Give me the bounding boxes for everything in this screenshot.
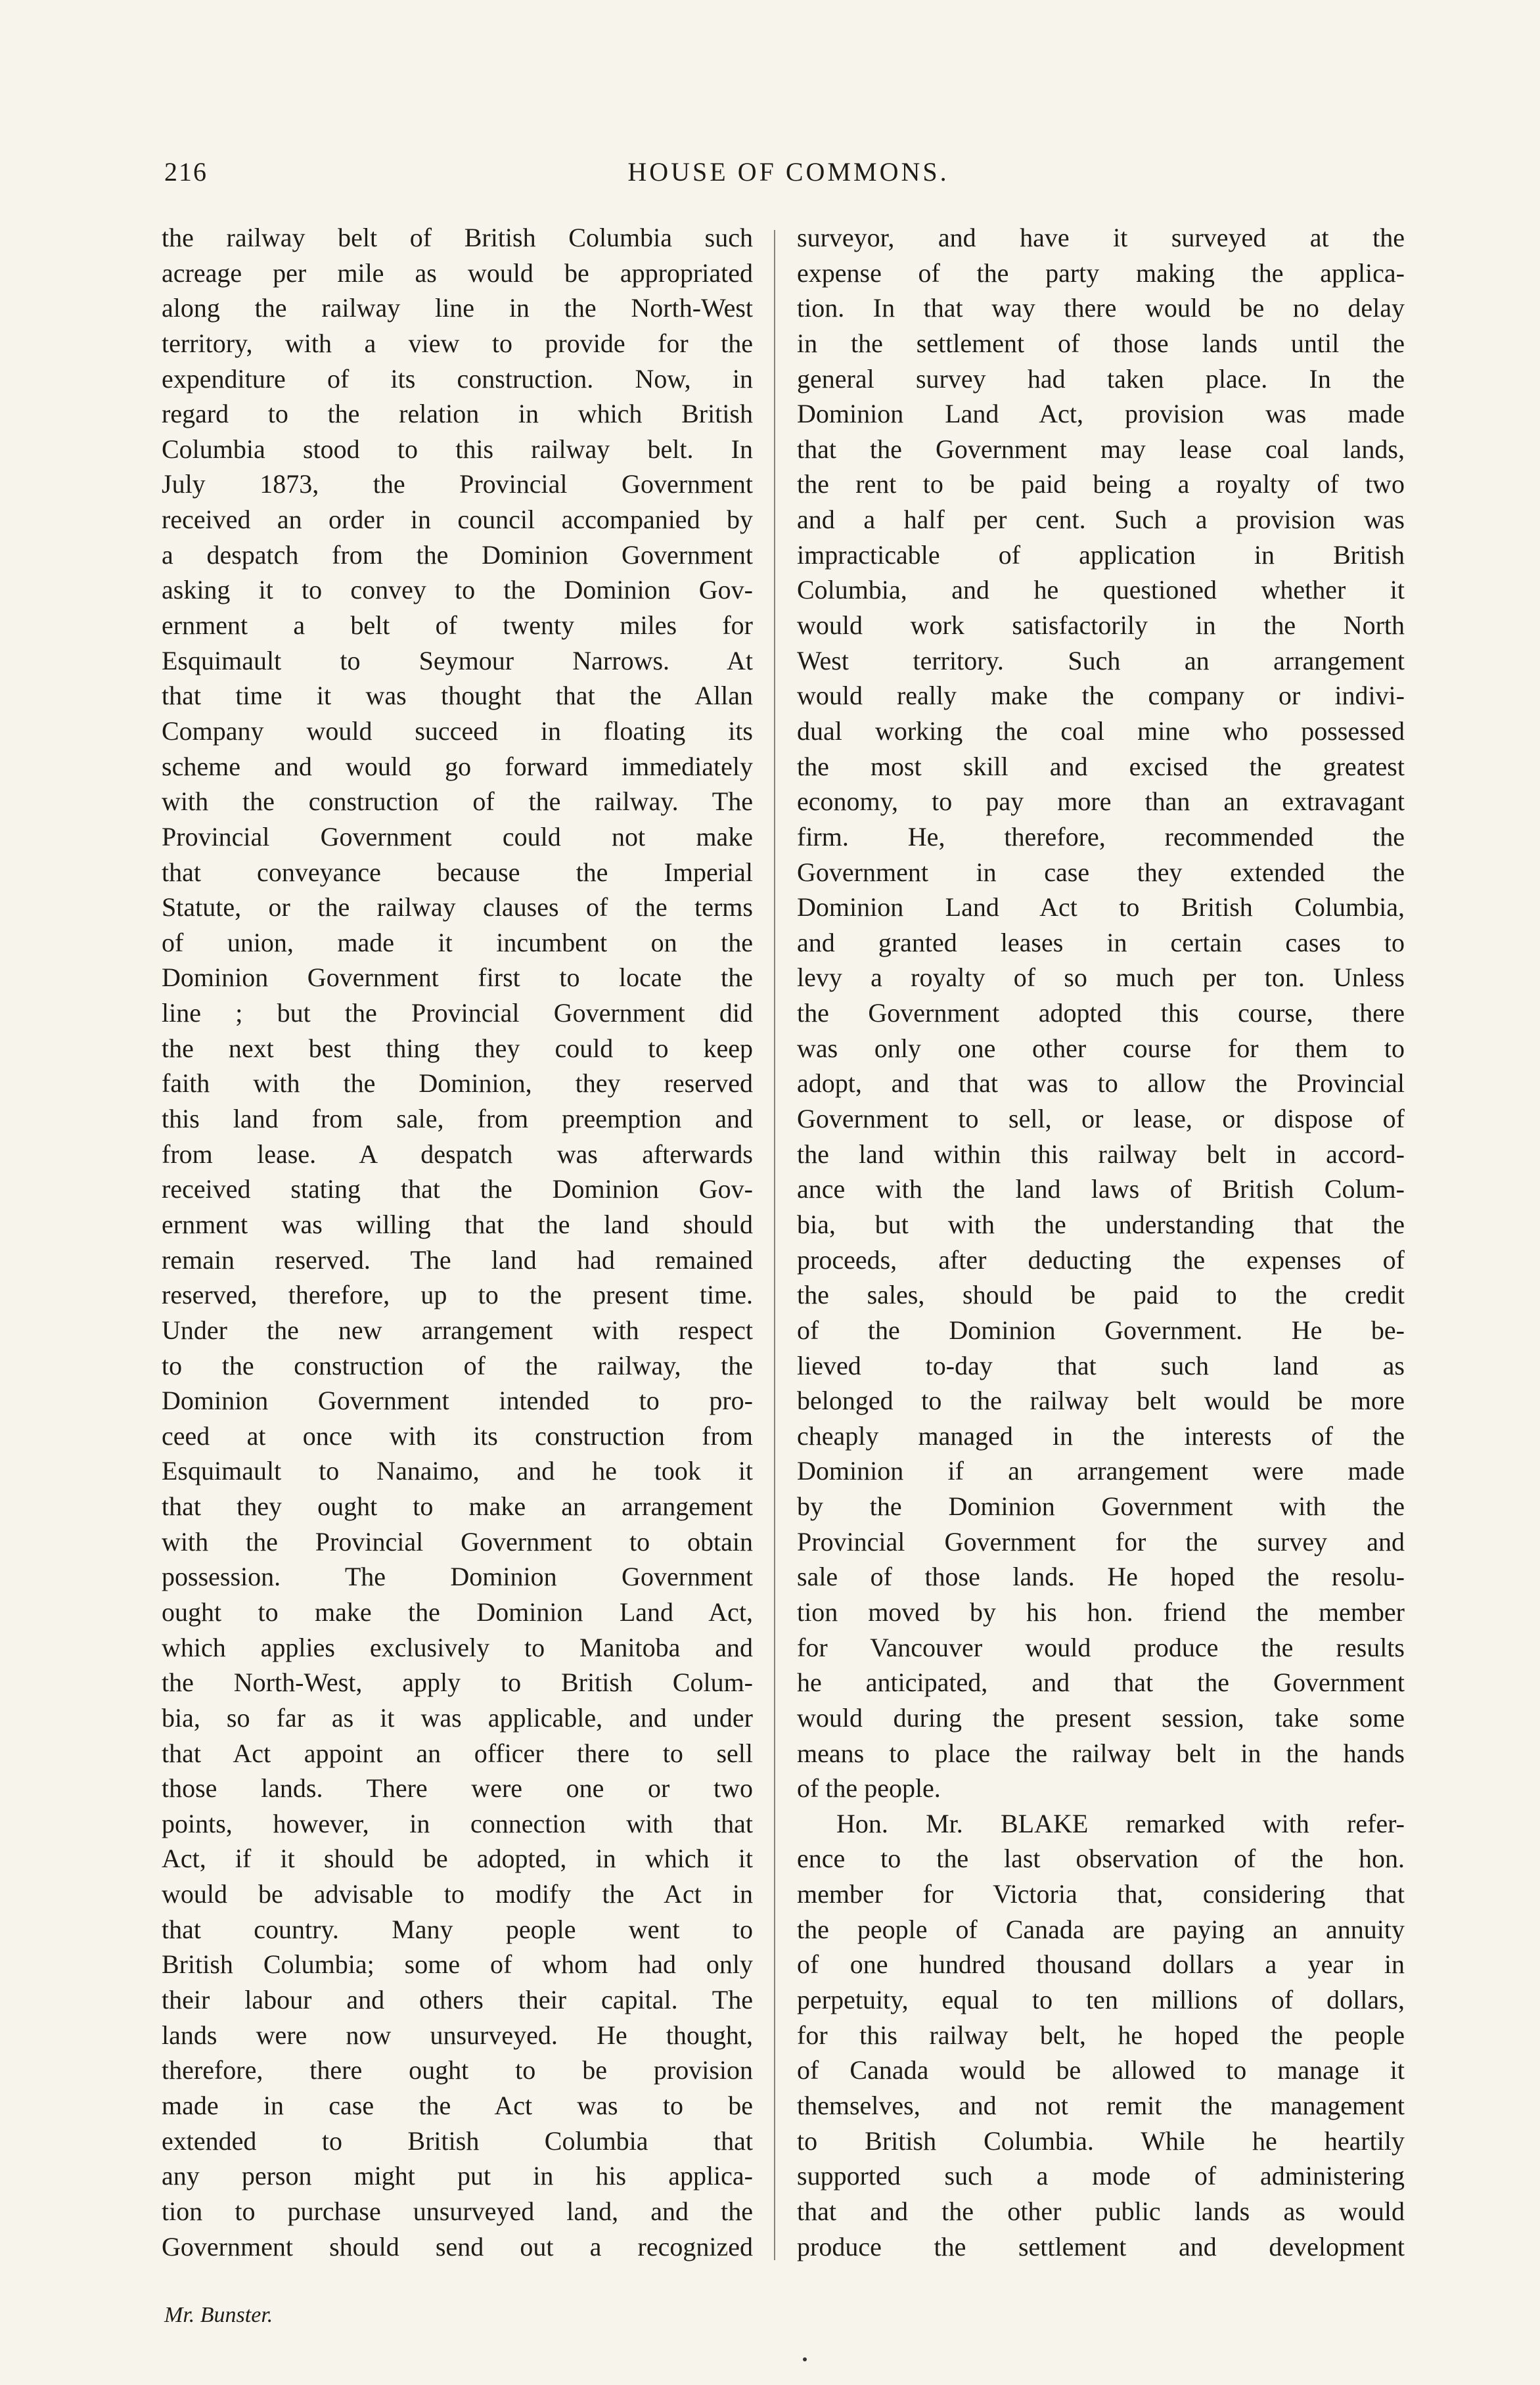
text-line: the people of Canada are paying an annuity [797, 1914, 1405, 1944]
text-line: July 1873, the Provincial Government [162, 469, 753, 499]
text-line: bia, so far as it was applicable, and under [162, 1702, 753, 1733]
text-line: to British Columbia. While he heartily [797, 2125, 1405, 2156]
text-line: that the Government may lease coal lands, [797, 434, 1405, 464]
text-line: Columbia stood to this railway belt. In [162, 434, 753, 464]
text-line: along the railway line in the North-West [162, 293, 753, 323]
text-line: any person might put in his applica- [162, 2161, 753, 2191]
page-number: 216 [164, 157, 208, 187]
text-line: with the Provincial Government to obtain [162, 1526, 753, 1556]
text-line: that and the other public lands as would [797, 2196, 1405, 2226]
text-line: a despatch from the Dominion Government [162, 539, 753, 570]
text-line: surveyor, and have it surveyed at the [797, 223, 1405, 252]
text-line: that Act appoint an officer there to sell [162, 1738, 753, 1768]
text-line: the rent to be paid being a royalty of two [797, 469, 1405, 499]
text-line: for this railway belt, he hoped the people [797, 2020, 1405, 2050]
text-line: ence to the last observation of the hon. [797, 1844, 1405, 1874]
text-line: scheme and would go forward immediately [162, 751, 753, 781]
text-line: Hon. Mr. BLAKE remarked with refer- [836, 1808, 1405, 1838]
printer-mark [803, 2357, 807, 2361]
text-line: would be advisable to modify the Act in [162, 1879, 753, 1909]
text-line: by the Dominion Government with the [797, 1491, 1405, 1522]
text-line: expense of the party making the applica- [797, 258, 1405, 288]
text-line: Esquimault to Seymour Narrows. At [162, 645, 753, 675]
text-line: he anticipated, and that the Government [797, 1668, 1405, 1698]
text-line: to the construction of the railway, the [162, 1350, 753, 1380]
text-line: ceed at once with its construction from [162, 1420, 753, 1451]
text-line: bia, but with the understanding that the [797, 1209, 1405, 1239]
page-header [164, 156, 1413, 196]
text-line: territory, with a view to provide for the [162, 328, 753, 358]
text-line: Government to sell, or lease, or dispose of [797, 1104, 1405, 1134]
text-line: expenditure of its construction. Now, in [162, 363, 753, 394]
text-line: ernment was willing that the land should [162, 1209, 753, 1239]
text-line: would really make the company or indivi- [797, 681, 1405, 711]
column-divider [774, 230, 775, 2260]
text-line: that time it was thought that the Allan [162, 681, 753, 711]
text-line: therefore, there ought to be provision [162, 2055, 753, 2085]
text-line: ernment a belt of twenty miles for [162, 610, 753, 641]
text-line: Under the new arrangement with respect [162, 1315, 753, 1345]
text-line: the Government adopted this course, there [797, 998, 1405, 1028]
text-line: Dominion Government first to locate the [162, 963, 753, 993]
text-line: Columbia, and he questioned whether it [797, 575, 1405, 605]
text-line: ance with the land laws of British Colum- [797, 1174, 1405, 1204]
text-line: extended to British Columbia that [162, 2125, 753, 2156]
text-line: asking it to convey to the Dominion Gov- [162, 575, 753, 605]
text-line: the most skill and excised the greatest [797, 751, 1405, 781]
text-line: the next best thing they could to keep [162, 1033, 753, 1063]
text-line: their labour and others their capital. The [162, 1985, 753, 2015]
text-line: Esquimault to Nanaimo, and he took it [162, 1456, 753, 1486]
text-line: means to place the railway belt in the hands [797, 1738, 1405, 1768]
text-line: supported such a mode of administering [797, 2161, 1405, 2191]
text-line: regard to the relation in which British [162, 399, 753, 429]
text-line: tion to purchase unsurveyed land, and the [162, 2196, 753, 2226]
text-line: received an order in council accompanied by [162, 505, 753, 535]
text-line: Statute, or the railway clauses of the terms [162, 892, 753, 922]
text-line: and granted leases in certain cases to [797, 927, 1405, 957]
text-line: impracticable of application in British [797, 539, 1405, 570]
text-line: tion. In that way there would be no delay [797, 293, 1405, 323]
text-line: of the Dominion Government. He be- [797, 1315, 1405, 1345]
text-line: of Canada would be allowed to manage it [797, 2055, 1405, 2085]
text-line: of one hundred thousand dollars a year in [797, 1949, 1405, 1980]
text-line: that they ought to make an arrangement [162, 1491, 753, 1522]
text-line: the North-West, apply to British Colum- [162, 1668, 753, 1698]
text-line: levy a royalty of so much per ton. Unless [797, 963, 1405, 993]
text-line: line ; but the Provincial Government did [162, 998, 753, 1028]
text-line: this land from sale, from preemption and [162, 1104, 753, 1134]
text-line: that country. Many people went to [162, 1914, 753, 1944]
text-line: the land within this railway belt in accord- [797, 1139, 1405, 1169]
text-line: ought to make the Dominion Land Act, [162, 1597, 753, 1627]
text-line: Dominion Land Act to British Columbia, [797, 892, 1405, 922]
text-line: Government in case they extended the [797, 857, 1405, 887]
text-line: general survey had taken place. In the [797, 363, 1405, 394]
text-line: Provincial Government could not make [162, 821, 753, 852]
text-line: the sales, should be paid to the credit [797, 1280, 1405, 1310]
text-line: made in case the Act was to be [162, 2090, 753, 2120]
text-line: Dominion if an arrangement were made [797, 1456, 1405, 1486]
text-line: produce the settlement and development [797, 2231, 1405, 2261]
text-line: Provincial Government for the survey and [797, 1526, 1405, 1556]
text-line: belonged to the railway belt would be more [797, 1386, 1405, 1416]
text-line: Dominion Government intended to pro- [162, 1386, 753, 1416]
text-line: proceeds, after deducting the expenses of [797, 1244, 1405, 1275]
text-line: which applies exclusively to Manitoba and [162, 1632, 753, 1662]
right-column [797, 225, 1405, 2260]
text-line: with the construction of the railway. The [162, 786, 753, 817]
text-line: Government should send out a recognized [162, 2231, 753, 2261]
text-line: from lease. A despatch was afterwards [162, 1139, 753, 1169]
text-line: tion moved by his hon. friend the member [797, 1597, 1405, 1627]
text-line: adopt, and that was to allow the Provincial [797, 1068, 1405, 1099]
text-line: in the settlement of those lands until the [797, 328, 1405, 358]
text-line: and a half per cent. Such a provision was [797, 505, 1405, 535]
text-line: perpetuity, equal to ten millions of dollars, [797, 1985, 1405, 2015]
text-line: for Vancouver would produce the results [797, 1632, 1405, 1662]
text-line: Company would succeed in floating its [162, 716, 753, 746]
left-column [162, 225, 753, 2260]
text-line: reserved, therefore, up to the present time. [162, 1280, 753, 1310]
text-line: British Columbia; some of whom had only [162, 1949, 753, 1980]
text-line: sale of those lands. He hoped the resolu- [797, 1562, 1405, 1592]
text-line: member for Victoria that, considering that [797, 1879, 1405, 1909]
footer-speaker: Mr. Bunster. [164, 2303, 273, 2327]
text-line: the railway belt of British Columbia such [162, 223, 753, 252]
text-line: would during the present session, take some [797, 1702, 1405, 1733]
text-line: remain reserved. The land had remained [162, 1244, 753, 1275]
text-line: would work satisfactorily in the North [797, 610, 1405, 641]
text-line: Dominion Land Act, provision was made [797, 399, 1405, 429]
text-line: was only one other course for them to [797, 1033, 1405, 1063]
text-line: those lands. There were one or two [162, 1773, 753, 1804]
text-line: of union, made it incumbent on the [162, 927, 753, 957]
text-line: that conveyance because the Imperial [162, 857, 753, 887]
text-line: themselves, and not remit the management [797, 2090, 1405, 2120]
text-line: Act, if it should be adopted, in which it [162, 1844, 753, 1874]
text-line: firm. He, therefore, recommended the [797, 821, 1405, 852]
text-line: lieved to-day that such land as [797, 1350, 1405, 1380]
text-line: points, however, in connection with that [162, 1808, 753, 1838]
text-line: dual working the coal mine who possessed [797, 716, 1405, 746]
text-line: cheaply managed in the interests of the [797, 1420, 1405, 1451]
text-line: possession. The Dominion Government [162, 1562, 753, 1592]
text-line: acreage per mile as would be appropriated [162, 258, 753, 288]
text-line: faith with the Dominion, they reserved [162, 1068, 753, 1099]
running-head: HOUSE OF COMMONS. [627, 157, 949, 187]
text-line: economy, to pay more than an extravagant [797, 786, 1405, 817]
text-line: of the people. [797, 1773, 941, 1804]
text-line: West territory. Such an arrangement [797, 645, 1405, 675]
text-line: received stating that the Dominion Gov- [162, 1174, 753, 1204]
text-line: lands were now unsurveyed. He thought, [162, 2020, 753, 2050]
